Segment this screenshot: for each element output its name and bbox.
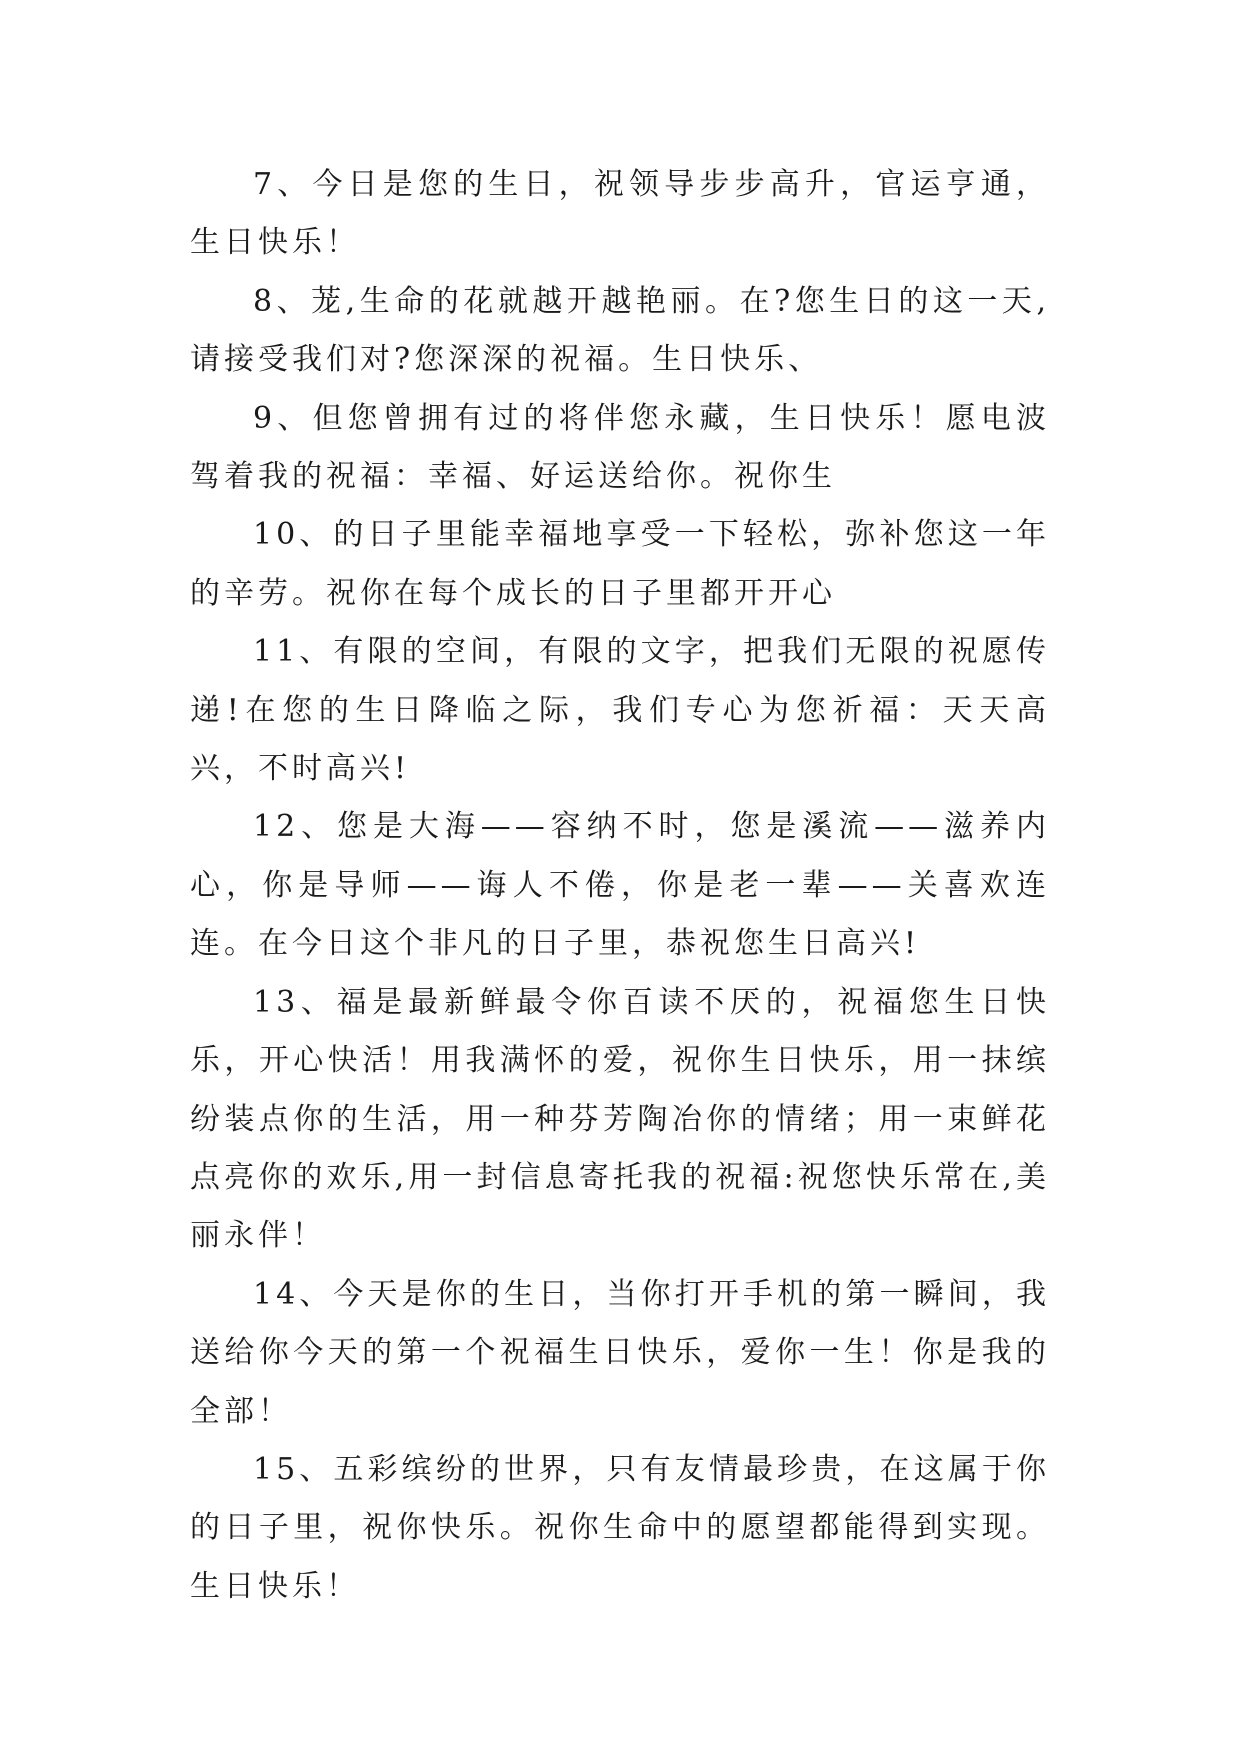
paragraph-13: 13、福是最新鲜最令你百读不厌的，祝福您生日快乐，开心快活！用我满怀的爱，祝你生日快乐，用一抹缤纷装点你的生活，用一种芬芳陶冶你的情绪；用一束鲜花点亮你的欢乐,用一封信息寄托我的祝福:祝您快乐常在,美丽永伴！ <box>190 984 1050 1254</box>
document-body <box>190 156 1050 1616</box>
paragraph-11: 11、有限的空间，有限的文字，把我们无限的祝愿传递!在您的生日降临之际，我们专心为您祈福：天天高兴，不时高兴! <box>190 634 1050 787</box>
paragraph-14: 14、今天是你的生日，当你打开手机的第一瞬间，我送给你今天的第一个祝福生日快乐，爱你一生！你是我的全部！ <box>190 1276 1050 1429</box>
paragraph-9: 9、但您曾拥有过的将伴您永藏，生日快乐！愿电波驾着我的祝福：幸福、好运送给你。祝你生 <box>190 400 1050 495</box>
paragraph-15: 15、五彩缤纷的世界，只有友情最珍贵，在这属于你的日子里，祝你快乐。祝你生命中的愿望都能得到实现。生日快乐！ <box>190 1451 1050 1604</box>
paragraph-10: 10、的日子里能幸福地享受一下轻松，弥补您这一年的辛劳。祝你在每个成长的日子里都开开心 <box>190 517 1050 611</box>
paragraph-7: 7、今日是您的生日，祝领导步步高升，官运亨通，生日快乐！ <box>190 167 1050 261</box>
paragraph-8: 8、茏,生命的花就越开越艳丽。在?您生日的这一天,请接受我们对?您深深的祝福。生日快乐、 <box>190 283 1050 378</box>
paragraph-12: 12、您是大海——容纳不时，您是溪流——滋养内心，你是导师——诲人不倦，你是老一辈——关喜欢连连。在今日这个非凡的日子里，恭祝您生日高兴! <box>190 809 1050 962</box>
